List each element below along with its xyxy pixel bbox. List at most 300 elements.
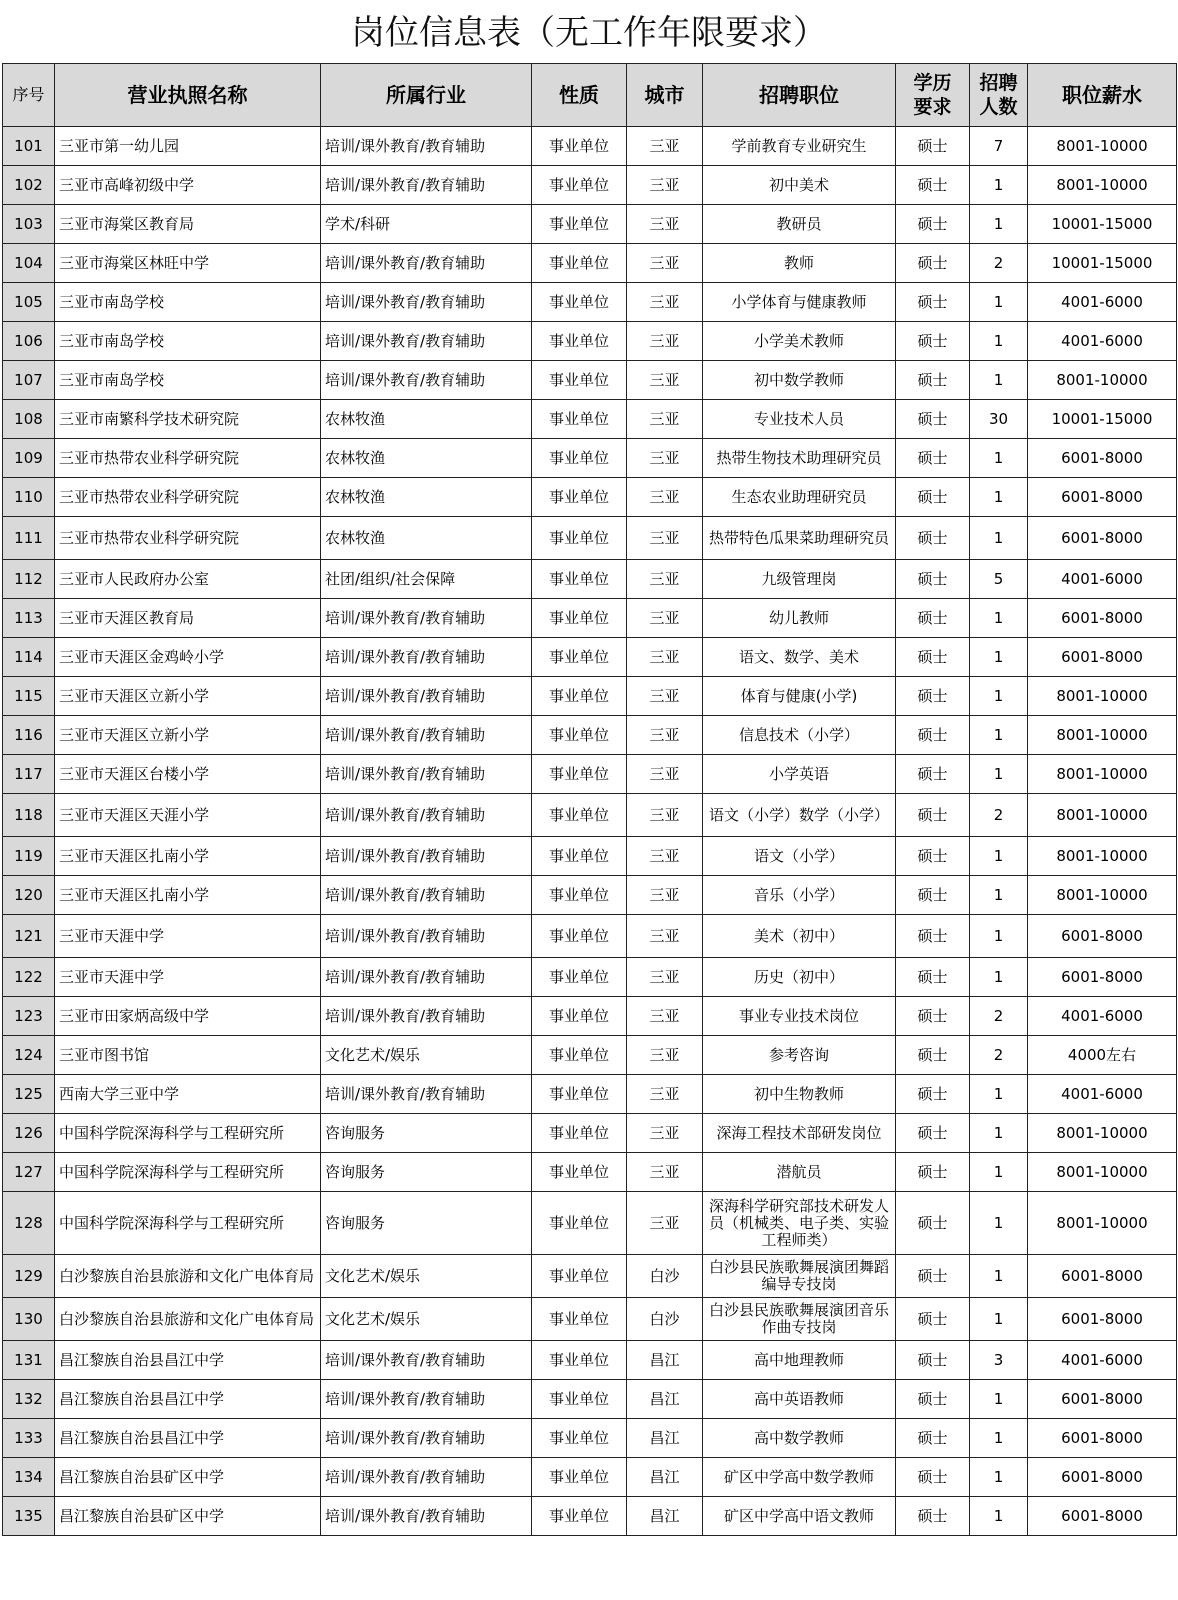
cell-city: 三亚 (627, 1192, 703, 1255)
table-body (3, 127, 1177, 1536)
cell-city: 三亚 (627, 997, 703, 1036)
cell-nature: 事业单位 (532, 1075, 627, 1114)
cell-seq: 126 (3, 1114, 55, 1153)
header-seq: 序号 (3, 64, 55, 127)
cell-position: 矿区中学高中数学教师 (703, 1458, 896, 1497)
cell-position: 音乐（小学） (703, 876, 896, 915)
cell-industry: 咨询服务 (321, 1114, 532, 1153)
cell-position: 历史（初中） (703, 958, 896, 997)
cell-company: 三亚市天涯中学 (55, 915, 321, 958)
cell-education: 硕士 (896, 755, 970, 794)
cell-salary: 8001-10000 (1028, 166, 1177, 205)
cell-seq: 124 (3, 1036, 55, 1075)
cell-seq: 111 (3, 517, 55, 560)
cell-salary: 8001-10000 (1028, 361, 1177, 400)
table-row (3, 677, 1177, 716)
cell-education: 硕士 (896, 958, 970, 997)
cell-education: 硕士 (896, 361, 970, 400)
cell-industry: 学术/科研 (321, 205, 532, 244)
cell-nature: 事业单位 (532, 1458, 627, 1497)
cell-company: 昌江黎族自治县昌江中学 (55, 1380, 321, 1419)
table-row (3, 837, 1177, 876)
cell-company: 中国科学院深海科学与工程研究所 (55, 1114, 321, 1153)
cell-position: 小学英语 (703, 755, 896, 794)
cell-salary: 8001-10000 (1028, 794, 1177, 837)
cell-salary: 6001-8000 (1028, 1458, 1177, 1497)
cell-industry: 农林牧渔 (321, 439, 532, 478)
cell-position: 参考咨询 (703, 1036, 896, 1075)
cell-seq: 110 (3, 478, 55, 517)
cell-nature: 事业单位 (532, 244, 627, 283)
cell-position: 初中数学教师 (703, 361, 896, 400)
cell-industry: 培训/课外教育/教育辅助 (321, 166, 532, 205)
cell-seq: 104 (3, 244, 55, 283)
cell-company: 三亚市热带农业科学研究院 (55, 517, 321, 560)
cell-seq: 125 (3, 1075, 55, 1114)
cell-seq: 106 (3, 322, 55, 361)
cell-position: 高中数学教师 (703, 1419, 896, 1458)
cell-company: 三亚市天涯区扎南小学 (55, 876, 321, 915)
cell-city: 三亚 (627, 716, 703, 755)
cell-nature: 事业单位 (532, 837, 627, 876)
cell-education: 硕士 (896, 1075, 970, 1114)
cell-city: 三亚 (627, 1153, 703, 1192)
cell-nature: 事业单位 (532, 166, 627, 205)
cell-count: 1 (970, 876, 1028, 915)
cell-company: 中国科学院深海科学与工程研究所 (55, 1153, 321, 1192)
cell-seq: 121 (3, 915, 55, 958)
table-row (3, 127, 1177, 166)
cell-city: 三亚 (627, 1075, 703, 1114)
cell-seq: 130 (3, 1298, 55, 1341)
cell-city: 三亚 (627, 166, 703, 205)
cell-city: 三亚 (627, 638, 703, 677)
cell-count: 1 (970, 478, 1028, 517)
cell-industry: 培训/课外教育/教育辅助 (321, 958, 532, 997)
cell-nature: 事业单位 (532, 677, 627, 716)
cell-company: 三亚市南繁科学技术研究院 (55, 400, 321, 439)
cell-company: 西南大学三亚中学 (55, 1075, 321, 1114)
cell-nature: 事业单位 (532, 638, 627, 677)
cell-company: 三亚市天涯区教育局 (55, 599, 321, 638)
cell-count: 1 (970, 166, 1028, 205)
cell-position: 语文、数学、美术 (703, 638, 896, 677)
cell-industry: 培训/课外教育/教育辅助 (321, 876, 532, 915)
cell-salary: 6001-8000 (1028, 439, 1177, 478)
cell-position: 高中地理教师 (703, 1341, 896, 1380)
cell-count: 1 (970, 599, 1028, 638)
cell-industry: 农林牧渔 (321, 517, 532, 560)
cell-company: 三亚市图书馆 (55, 1036, 321, 1075)
cell-nature: 事业单位 (532, 478, 627, 517)
table-row (3, 876, 1177, 915)
cell-city: 三亚 (627, 127, 703, 166)
cell-industry: 文化艺术/娱乐 (321, 1255, 532, 1298)
table-row (3, 1255, 1177, 1298)
cell-company: 三亚市海棠区林旺中学 (55, 244, 321, 283)
job-table (2, 63, 1177, 1536)
cell-company: 三亚市天涯区扎南小学 (55, 837, 321, 876)
cell-count: 1 (970, 915, 1028, 958)
cell-nature: 事业单位 (532, 794, 627, 837)
table-row (3, 1341, 1177, 1380)
cell-salary: 6001-8000 (1028, 1380, 1177, 1419)
cell-nature: 事业单位 (532, 1114, 627, 1153)
header-education (896, 64, 970, 127)
cell-industry: 社团/组织/社会保障 (321, 560, 532, 599)
cell-salary: 8001-10000 (1028, 1114, 1177, 1153)
cell-seq: 123 (3, 997, 55, 1036)
cell-count: 1 (970, 1255, 1028, 1298)
cell-count: 1 (970, 1153, 1028, 1192)
cell-count: 1 (970, 716, 1028, 755)
cell-industry: 培训/课外教育/教育辅助 (321, 638, 532, 677)
cell-education: 硕士 (896, 439, 970, 478)
cell-count: 1 (970, 1458, 1028, 1497)
table-row (3, 439, 1177, 478)
cell-salary: 6001-8000 (1028, 599, 1177, 638)
table-row (3, 244, 1177, 283)
cell-nature: 事业单位 (532, 1497, 627, 1536)
cell-city: 三亚 (627, 244, 703, 283)
cell-count: 1 (970, 755, 1028, 794)
table-row (3, 1380, 1177, 1419)
cell-industry: 培训/课外教育/教育辅助 (321, 677, 532, 716)
cell-position: 九级管理岗 (703, 560, 896, 599)
header-position: 招聘职位 (703, 64, 896, 127)
cell-city: 三亚 (627, 958, 703, 997)
cell-position: 教师 (703, 244, 896, 283)
cell-city: 三亚 (627, 677, 703, 716)
cell-city: 三亚 (627, 837, 703, 876)
cell-company: 昌江黎族自治县矿区中学 (55, 1497, 321, 1536)
cell-industry: 农林牧渔 (321, 478, 532, 517)
cell-education: 硕士 (896, 205, 970, 244)
cell-education: 硕士 (896, 638, 970, 677)
cell-city: 昌江 (627, 1380, 703, 1419)
cell-education: 硕士 (896, 478, 970, 517)
cell-education: 硕士 (896, 716, 970, 755)
cell-count: 1 (970, 1380, 1028, 1419)
cell-count: 1 (970, 439, 1028, 478)
cell-nature: 事业单位 (532, 1036, 627, 1075)
cell-company: 三亚市天涯区台楼小学 (55, 755, 321, 794)
cell-education: 硕士 (896, 599, 970, 638)
cell-industry: 培训/课外教育/教育辅助 (321, 322, 532, 361)
header-education-line2: 要求 (913, 96, 952, 118)
cell-company: 三亚市南岛学校 (55, 361, 321, 400)
cell-nature: 事业单位 (532, 1341, 627, 1380)
cell-industry: 培训/课外教育/教育辅助 (321, 361, 532, 400)
cell-count: 1 (970, 361, 1028, 400)
cell-industry: 培训/课外教育/教育辅助 (321, 915, 532, 958)
cell-city: 三亚 (627, 1036, 703, 1075)
cell-education: 硕士 (896, 1255, 970, 1298)
cell-industry: 培训/课外教育/教育辅助 (321, 244, 532, 283)
cell-seq: 113 (3, 599, 55, 638)
cell-nature: 事业单位 (532, 517, 627, 560)
cell-company: 三亚市热带农业科学研究院 (55, 478, 321, 517)
header-count (970, 64, 1028, 127)
cell-position: 美术（初中） (703, 915, 896, 958)
cell-industry: 培训/课外教育/教育辅助 (321, 1075, 532, 1114)
header-count-line2: 人数 (979, 96, 1018, 118)
cell-salary: 6001-8000 (1028, 638, 1177, 677)
cell-city: 三亚 (627, 876, 703, 915)
cell-salary: 6001-8000 (1028, 478, 1177, 517)
cell-count: 1 (970, 958, 1028, 997)
cell-city: 昌江 (627, 1458, 703, 1497)
cell-count: 1 (970, 205, 1028, 244)
cell-salary: 6001-8000 (1028, 1497, 1177, 1536)
cell-education: 硕士 (896, 1114, 970, 1153)
cell-company: 三亚市天涯区立新小学 (55, 716, 321, 755)
cell-city: 三亚 (627, 1114, 703, 1153)
cell-count: 1 (970, 837, 1028, 876)
cell-city: 三亚 (627, 794, 703, 837)
cell-nature: 事业单位 (532, 1419, 627, 1458)
cell-industry: 培训/课外教育/教育辅助 (321, 794, 532, 837)
cell-company: 三亚市天涯区金鸡岭小学 (55, 638, 321, 677)
cell-position: 小学美术教师 (703, 322, 896, 361)
cell-salary: 6001-8000 (1028, 1298, 1177, 1341)
cell-salary: 8001-10000 (1028, 1192, 1177, 1255)
cell-seq: 118 (3, 794, 55, 837)
cell-salary: 4001-6000 (1028, 1341, 1177, 1380)
cell-seq: 127 (3, 1153, 55, 1192)
cell-seq: 122 (3, 958, 55, 997)
cell-seq: 116 (3, 716, 55, 755)
cell-position: 体育与健康(小学) (703, 677, 896, 716)
header-nature: 性质 (532, 64, 627, 127)
cell-industry: 咨询服务 (321, 1153, 532, 1192)
cell-nature: 事业单位 (532, 755, 627, 794)
table-row (3, 1036, 1177, 1075)
cell-industry: 咨询服务 (321, 1192, 532, 1255)
cell-education: 硕士 (896, 517, 970, 560)
cell-nature: 事业单位 (532, 958, 627, 997)
cell-position: 专业技术人员 (703, 400, 896, 439)
cell-nature: 事业单位 (532, 560, 627, 599)
cell-position: 语文（小学）数学（小学） (703, 794, 896, 837)
cell-salary: 8001-10000 (1028, 876, 1177, 915)
cell-nature: 事业单位 (532, 915, 627, 958)
cell-city: 三亚 (627, 915, 703, 958)
cell-company: 三亚市天涯区立新小学 (55, 677, 321, 716)
cell-industry: 培训/课外教育/教育辅助 (321, 127, 532, 166)
cell-count: 2 (970, 1036, 1028, 1075)
cell-education: 硕士 (896, 1192, 970, 1255)
cell-education: 硕士 (896, 1419, 970, 1458)
cell-city: 白沙 (627, 1255, 703, 1298)
table-row (3, 1192, 1177, 1255)
cell-position: 矿区中学高中语文教师 (703, 1497, 896, 1536)
table-row (3, 478, 1177, 517)
cell-industry: 培训/课外教育/教育辅助 (321, 599, 532, 638)
cell-nature: 事业单位 (532, 1380, 627, 1419)
table-row (3, 1497, 1177, 1536)
cell-nature: 事业单位 (532, 1298, 627, 1341)
cell-salary: 4001-6000 (1028, 322, 1177, 361)
cell-company: 昌江黎族自治县昌江中学 (55, 1419, 321, 1458)
cell-salary: 4001-6000 (1028, 560, 1177, 599)
cell-company: 三亚市天涯中学 (55, 958, 321, 997)
cell-city: 三亚 (627, 361, 703, 400)
cell-industry: 培训/课外教育/教育辅助 (321, 837, 532, 876)
cell-salary: 6001-8000 (1028, 1255, 1177, 1298)
cell-salary: 6001-8000 (1028, 1419, 1177, 1458)
cell-salary: 8001-10000 (1028, 755, 1177, 794)
cell-education: 硕士 (896, 127, 970, 166)
cell-seq: 132 (3, 1380, 55, 1419)
cell-position: 初中美术 (703, 166, 896, 205)
cell-position: 白沙县民族歌舞展演团舞蹈编导专技岗 (703, 1255, 896, 1298)
cell-education: 硕士 (896, 1458, 970, 1497)
cell-city: 三亚 (627, 400, 703, 439)
cell-company: 三亚市海棠区教育局 (55, 205, 321, 244)
cell-salary: 6001-8000 (1028, 915, 1177, 958)
cell-education: 硕士 (896, 1298, 970, 1341)
cell-seq: 107 (3, 361, 55, 400)
header-row (3, 64, 1177, 127)
table-row (3, 205, 1177, 244)
cell-position: 潜航员 (703, 1153, 896, 1192)
cell-industry: 培训/课外教育/教育辅助 (321, 716, 532, 755)
cell-company: 白沙黎族自治县旅游和文化广电体育局 (55, 1255, 321, 1298)
cell-nature: 事业单位 (532, 439, 627, 478)
cell-salary: 4001-6000 (1028, 997, 1177, 1036)
cell-salary: 6001-8000 (1028, 517, 1177, 560)
cell-count: 3 (970, 1341, 1028, 1380)
cell-salary: 8001-10000 (1028, 677, 1177, 716)
cell-company: 中国科学院深海科学与工程研究所 (55, 1192, 321, 1255)
cell-nature: 事业单位 (532, 716, 627, 755)
cell-education: 硕士 (896, 794, 970, 837)
cell-position: 深海工程技术部研发岗位 (703, 1114, 896, 1153)
cell-education: 硕士 (896, 915, 970, 958)
cell-count: 30 (970, 400, 1028, 439)
cell-industry: 培训/课外教育/教育辅助 (321, 1419, 532, 1458)
cell-industry: 培训/课外教育/教育辅助 (321, 997, 532, 1036)
cell-company: 三亚市田家炳高级中学 (55, 997, 321, 1036)
cell-seq: 102 (3, 166, 55, 205)
cell-education: 硕士 (896, 997, 970, 1036)
table-row (3, 361, 1177, 400)
cell-position: 白沙县民族歌舞展演团音乐作曲专技岗 (703, 1298, 896, 1341)
table-row (3, 1153, 1177, 1192)
cell-nature: 事业单位 (532, 322, 627, 361)
cell-seq: 109 (3, 439, 55, 478)
cell-nature: 事业单位 (532, 599, 627, 638)
cell-salary: 10001-15000 (1028, 205, 1177, 244)
cell-seq: 133 (3, 1419, 55, 1458)
cell-city: 三亚 (627, 283, 703, 322)
cell-education: 硕士 (896, 837, 970, 876)
header-salary: 职位薪水 (1028, 64, 1177, 127)
cell-nature: 事业单位 (532, 205, 627, 244)
cell-nature: 事业单位 (532, 361, 627, 400)
cell-seq: 103 (3, 205, 55, 244)
cell-position: 热带特色瓜果菜助理研究员 (703, 517, 896, 560)
table-row (3, 400, 1177, 439)
cell-position: 高中英语教师 (703, 1380, 896, 1419)
cell-seq: 134 (3, 1458, 55, 1497)
cell-seq: 119 (3, 837, 55, 876)
cell-count: 2 (970, 794, 1028, 837)
cell-seq: 114 (3, 638, 55, 677)
cell-nature: 事业单位 (532, 127, 627, 166)
cell-count: 1 (970, 1075, 1028, 1114)
cell-education: 硕士 (896, 1380, 970, 1419)
cell-education: 硕士 (896, 1036, 970, 1075)
cell-industry: 培训/课外教育/教育辅助 (321, 283, 532, 322)
cell-city: 三亚 (627, 205, 703, 244)
cell-company: 三亚市天涯区天涯小学 (55, 794, 321, 837)
cell-industry: 文化艺术/娱乐 (321, 1036, 532, 1075)
cell-city: 昌江 (627, 1497, 703, 1536)
cell-count: 2 (970, 997, 1028, 1036)
cell-count: 2 (970, 244, 1028, 283)
cell-seq: 129 (3, 1255, 55, 1298)
cell-position: 信息技术（小学） (703, 716, 896, 755)
cell-count: 1 (970, 677, 1028, 716)
table-row (3, 915, 1177, 958)
cell-education: 硕士 (896, 677, 970, 716)
cell-industry: 培训/课外教育/教育辅助 (321, 1341, 532, 1380)
cell-salary: 8001-10000 (1028, 837, 1177, 876)
cell-count: 1 (970, 517, 1028, 560)
table-row (3, 638, 1177, 677)
cell-industry: 文化艺术/娱乐 (321, 1298, 532, 1341)
cell-count: 1 (970, 1192, 1028, 1255)
cell-company: 三亚市南岛学校 (55, 283, 321, 322)
cell-industry: 农林牧渔 (321, 400, 532, 439)
cell-company: 三亚市第一幼儿园 (55, 127, 321, 166)
table-row (3, 755, 1177, 794)
cell-count: 1 (970, 1298, 1028, 1341)
cell-salary: 4000左右 (1028, 1036, 1177, 1075)
cell-education: 硕士 (896, 1341, 970, 1380)
cell-seq: 112 (3, 560, 55, 599)
cell-company: 白沙黎族自治县旅游和文化广电体育局 (55, 1298, 321, 1341)
cell-salary: 8001-10000 (1028, 127, 1177, 166)
table-row (3, 517, 1177, 560)
cell-nature: 事业单位 (532, 400, 627, 439)
cell-seq: 131 (3, 1341, 55, 1380)
table-row (3, 1075, 1177, 1114)
cell-position: 热带生物技术助理研究员 (703, 439, 896, 478)
cell-education: 硕士 (896, 560, 970, 599)
cell-position: 初中生物教师 (703, 1075, 896, 1114)
cell-education: 硕士 (896, 244, 970, 283)
cell-position: 事业专业技术岗位 (703, 997, 896, 1036)
cell-nature: 事业单位 (532, 997, 627, 1036)
cell-company: 三亚市人民政府办公室 (55, 560, 321, 599)
cell-seq: 115 (3, 677, 55, 716)
cell-education: 硕士 (896, 400, 970, 439)
header-city: 城市 (627, 64, 703, 127)
page-title: 岗位信息表（无工作年限要求） (351, 13, 827, 53)
table-row (3, 1298, 1177, 1341)
cell-nature: 事业单位 (532, 1192, 627, 1255)
cell-position: 深海科学研究部技术研发人员（机械类、电子类、实验工程师类） (703, 1192, 896, 1255)
cell-position: 教研员 (703, 205, 896, 244)
cell-count: 5 (970, 560, 1028, 599)
table-row (3, 958, 1177, 997)
cell-city: 三亚 (627, 560, 703, 599)
table-row (3, 166, 1177, 205)
cell-seq: 135 (3, 1497, 55, 1536)
